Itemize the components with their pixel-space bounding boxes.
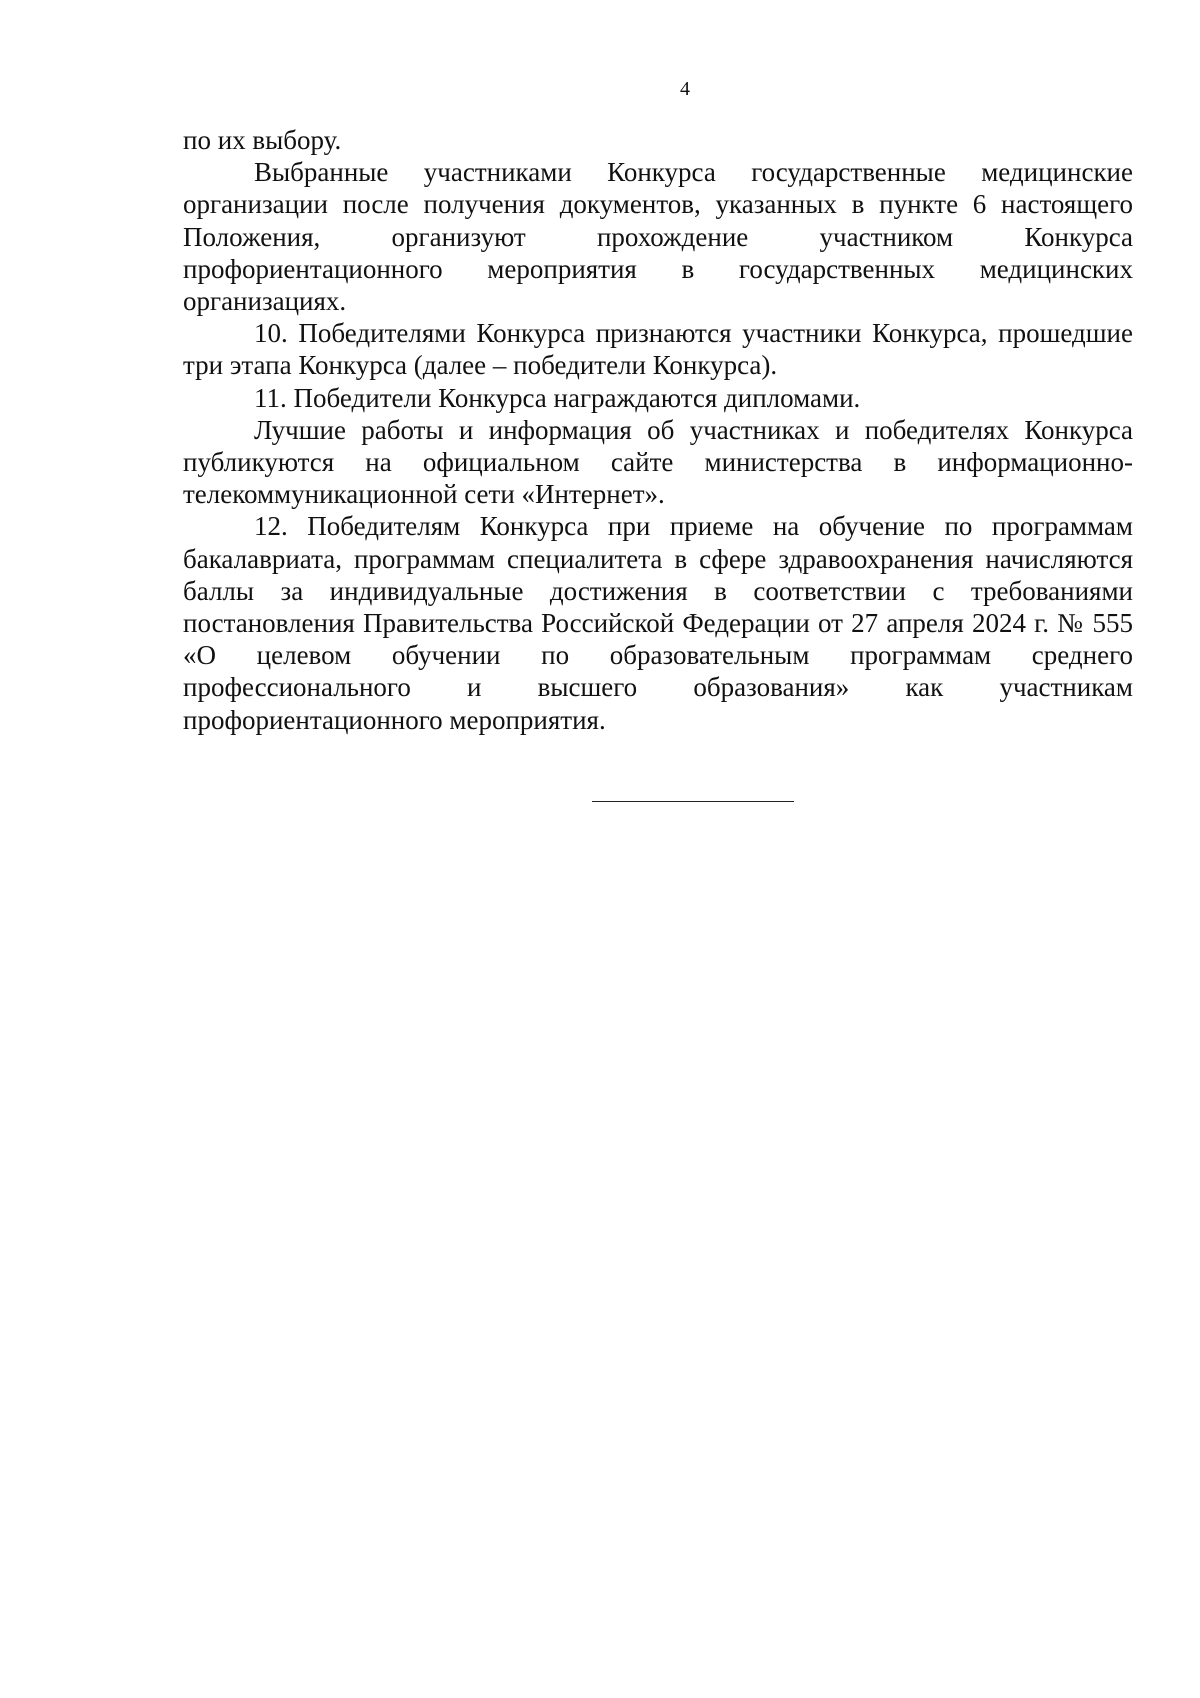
paragraph-item-10: 10. Победителями Конкурса признаются участники Конкурса, прошедшие три этапа Конкурса (далее – победители Конкурса). xyxy=(183,318,1133,381)
paragraph-best-works: Лучшие работы и информация об участниках и победителях Конкурса публикуются на официальном сайте министерства в информационно-телекоммуникационной сети «Интернет». xyxy=(183,414,1133,510)
paragraph-selected-organizations: Выбранные участниками Конкурса государственные медицинские организации после получения документов, указанных в пункте 6 настоящего Положения, организуют прохождение участником Конкурса профориентационного мероприятия в государственных медицинских организациях. xyxy=(183,157,1133,317)
page-number: 4 xyxy=(680,78,690,100)
paragraph-continuation: по их выбору. xyxy=(183,125,342,155)
paragraph-item-11: 11. Победители Конкурса награждаются дипломами. xyxy=(254,382,861,413)
document-body xyxy=(183,124,1133,736)
paragraph-item-12: 12. Победителям Конкурса при приеме на обучение по программам бакалавриата, программам специалитета в сфере здравоохранения начисляются баллы за индивидуальные достижения в соответствии с требованиями постановления Правительства Российской Федерации от 27 апреля 2024 г. № 555 «О целевом обучении по образовательным программам среднего профессионального и высшего образования» как участникам профориентационного мероприятия. xyxy=(183,511,1133,735)
end-separator-line xyxy=(592,801,794,802)
